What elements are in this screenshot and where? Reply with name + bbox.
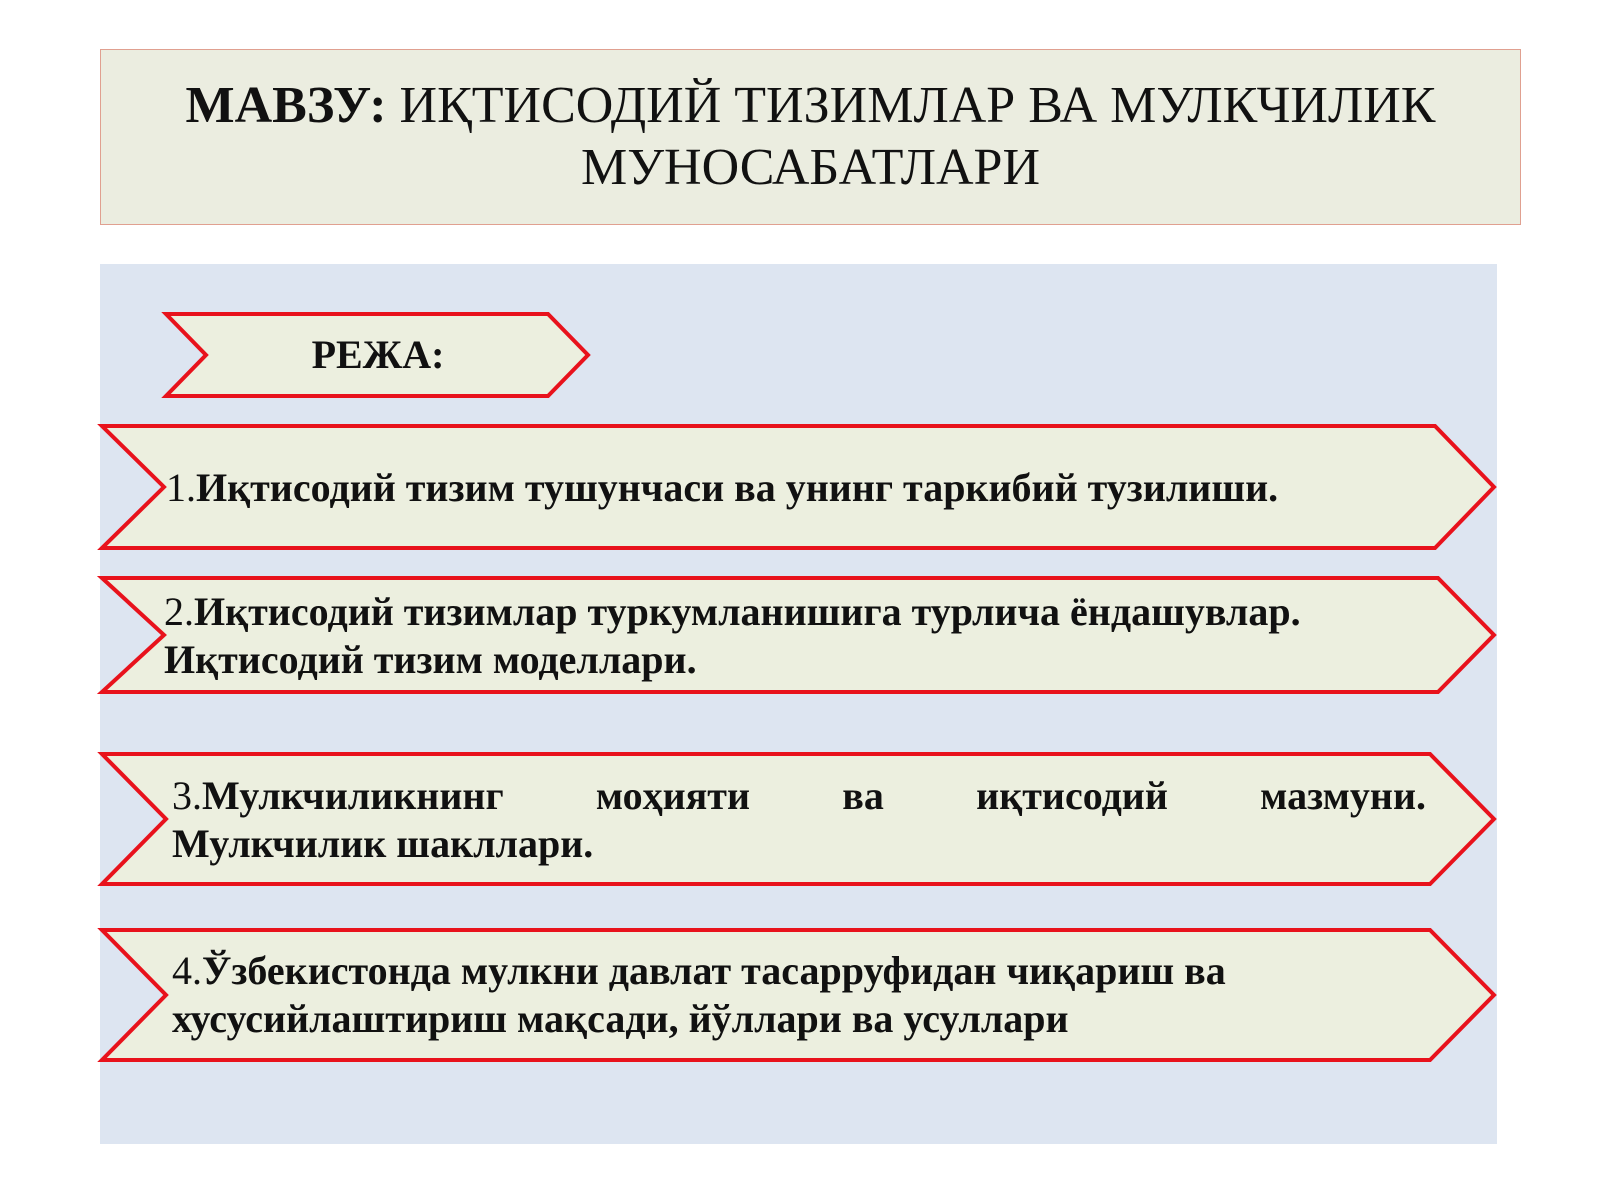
- plan-item-2-line1: Иқтисодий тизимлар туркумланишига турлича ёндашувлар.: [194, 589, 1301, 634]
- plan-item-1: [100, 424, 1497, 550]
- plan-heading-chevron: [166, 312, 590, 398]
- plan-item-4: [100, 928, 1497, 1062]
- plan-item-2: [100, 576, 1497, 694]
- slide-title-lead: МАВЗУ:: [185, 77, 387, 134]
- plan-item-3-number: 3.: [172, 773, 202, 818]
- plan-item-3-line1-wrap: [172, 772, 1426, 820]
- slide-title: [186, 75, 1436, 199]
- plan-item-4-text: [172, 947, 1426, 1043]
- plan-heading: РЕЖА:: [311, 332, 445, 377]
- slide-title-line1: ИҚТИСОДИЙ ТИЗИМЛАР ВА МУЛКЧИЛИК: [399, 77, 1436, 134]
- plan-item-1-text: [166, 464, 1426, 512]
- plan-item-3-line2: Мулкчилик шакллари.: [172, 821, 594, 866]
- plan-item-3-line1: Мулкчиликнинг моҳияти ва иқтисодий мазмуни.: [202, 773, 1426, 818]
- plan-item-1-number: 1.: [166, 465, 196, 510]
- slide-title-box: [100, 49, 1521, 225]
- plan-item-4-line1: Ўзбекистонда мулкни давлат тасарруфидан чиқариш ва: [202, 948, 1226, 993]
- plan-item-2-line2: Иқтисодий тизим моделлари.: [164, 637, 697, 682]
- plan-item-4-number: 4.: [172, 948, 202, 993]
- plan-item-2-number: 2.: [164, 589, 194, 634]
- slide-title-line2: МУНОСАБАТЛАРИ: [580, 139, 1041, 196]
- plan-item-2-text: [164, 588, 1454, 684]
- plan-item-4-line2: хусусийлаштириш мақсади, йўллари ва усуллари: [172, 996, 1069, 1041]
- plan-item-3-text: [172, 772, 1426, 868]
- plan-item-1-label: Иқтисодий тизим тушунчаси ва унинг таркибий тузилиши.: [196, 465, 1279, 510]
- plan-item-3: [100, 752, 1497, 886]
